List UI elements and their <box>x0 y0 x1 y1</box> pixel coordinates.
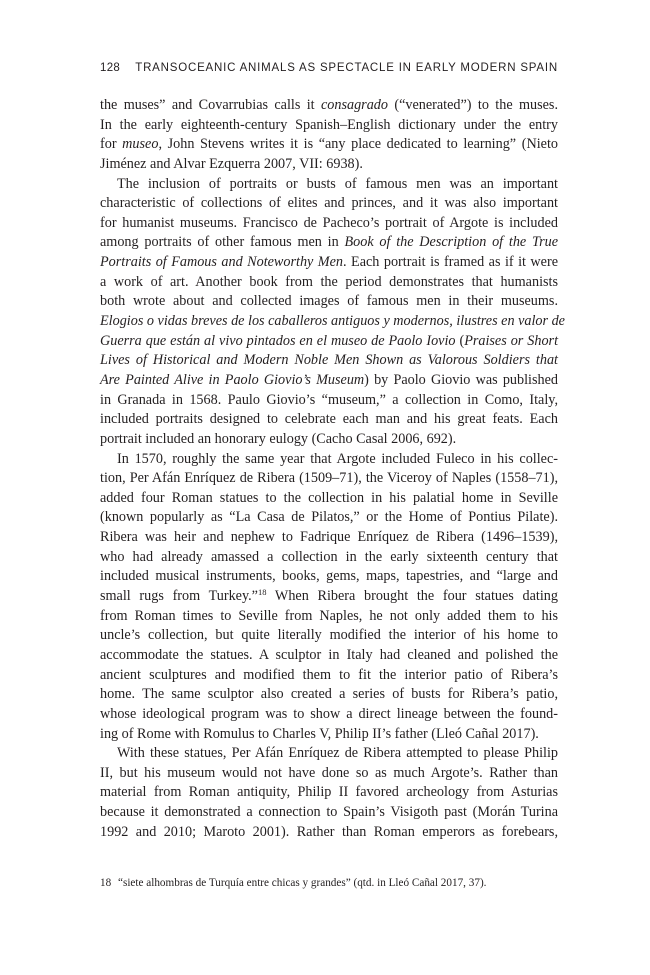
running-title: TRANSOCEANIC ANIMALS AS SPECTACLE IN EARLY MODERN SPAIN <box>135 62 558 74</box>
text-line: whose ideological program was to show a direct lineage between the found- <box>100 705 558 722</box>
text-line: because it demonstrated a connection to Spain’s Visigoth past (Morán Turina <box>100 804 558 821</box>
text-line: who had already amassed a collection in the early sixteenth century that <box>100 548 558 565</box>
text-line: a work of art. Another book from the period demonstrates that humanists <box>100 273 558 290</box>
text-line: Elogios o vidas breves de los caballeros antiguos y modernos, ilustres en valor de <box>100 313 565 330</box>
text-line: Ribera was heir and nephew to Fadrique Enríquez de Ribera (1496–1539), <box>100 529 558 546</box>
text-line: With these statues, Per Afán Enríquez de Ribera attempted to please Philip <box>117 745 558 762</box>
text-line: In 1570, roughly the same year that Argote included Fuleco in his collec- <box>117 450 558 467</box>
text-line: Are Painted Alive in Paolo Giovio’s Museum) by Paolo Giovio was published <box>100 371 558 388</box>
text-line: tion, Per Afán Enríquez de Ribera (1509–71), the Viceroy of Naples (1558–71), <box>100 470 558 487</box>
text-line: ing of Rome with Romulus to Charles V, Philip II’s father (Lleó Cañal 2017). <box>100 725 539 742</box>
text-line: portrait included an honorary eulogy (Cacho Casal 2006, 692). <box>100 430 457 447</box>
text-line: included portraits designed to celebrate each man and his great feats. Each <box>100 411 558 428</box>
text-line: included musical instruments, books, gems, maps, tapestries, and “large and <box>100 568 558 585</box>
text-line: material from Roman antiquity, Philip II favored archeology from Asturias <box>100 784 558 801</box>
text-line: among portraits of other famous men in Book of the Description of the True <box>100 234 558 251</box>
text-line: Portraits of Famous and Noteworthy Men. Each portrait is framed as if it were <box>100 254 558 271</box>
footnote-text: “siete alhombras de Turquía entre chicas y grandes” (qtd. in Lleó Cañal 2017, 37). <box>118 877 487 889</box>
text-line: home. The same sculptor also created a series of busts for Ribera’s patio, <box>100 686 558 703</box>
text-line: II, but his museum would not have done so as much Argote’s. Rather than <box>100 764 558 781</box>
text-line: in Granada in 1568. Paulo Giovio’s “museum,” a collection in Como, Italy, <box>100 391 558 408</box>
text-line: 1992 and 2010; Maroto 2001). Rather than Roman emperors as forebears, <box>100 823 558 840</box>
text-line: the muses” and Covarrubias calls it consagrado (“venerated”) to the muses. <box>100 97 558 113</box>
text-line: both wrote about and collected images of famous men in their museums. <box>100 293 558 310</box>
footnote <box>100 876 558 890</box>
running-header <box>100 62 558 74</box>
page-number: 128 <box>100 62 121 74</box>
footnote-number: 18 <box>100 877 112 889</box>
text-line: (known popularly as “La Casa de Pilatos,” or the Home of Pontius Pilate). <box>100 509 558 526</box>
text-line: uncle’s collection, but quite literally modified the interior of his home to <box>100 627 558 644</box>
footnote-reference[interactable]: 18 <box>257 587 267 598</box>
text-line: Lives of Historical and Modern Noble Men Shown as Valorous Soldiers that <box>100 352 558 369</box>
text-line: In the early eighteenth-century Spanish–English dictionary under the entry <box>100 116 558 133</box>
text-line: characteristic of collections of elites and princes, and it was also important <box>100 195 558 212</box>
text-line: for museo, John Stevens writes it is “any place dedicated to learning” (Nieto <box>100 136 558 153</box>
text-line: small rugs from Turkey.”$^{18}$ When Ribera brought the four statues dating <box>100 587 558 605</box>
text-line: accommodate the statues. A sculptor in Italy had cleaned and polished the <box>100 646 558 663</box>
text-line: The inclusion of portraits or busts of famous men was an important <box>117 175 558 192</box>
body-text <box>100 96 565 842</box>
text-line: added four Roman statues to the collection in his palatial home in Seville <box>100 489 558 506</box>
text-line: ancient sculptures and modified them to fit the interior patio of Ribera’s <box>100 666 558 683</box>
text-line: for humanist museums. Francisco de Pacheco’s portrait of Argote is included <box>100 214 558 231</box>
text-line: from Roman times to Seville from Naples, he not only added them to his <box>100 607 558 624</box>
text-line: Guerra que están al vivo pintados en el museo de Paolo Iovio (Praises or Short <box>100 332 559 349</box>
text-line: Jiménez and Alvar Ezquerra 2007, VII: 6938). <box>100 155 363 172</box>
